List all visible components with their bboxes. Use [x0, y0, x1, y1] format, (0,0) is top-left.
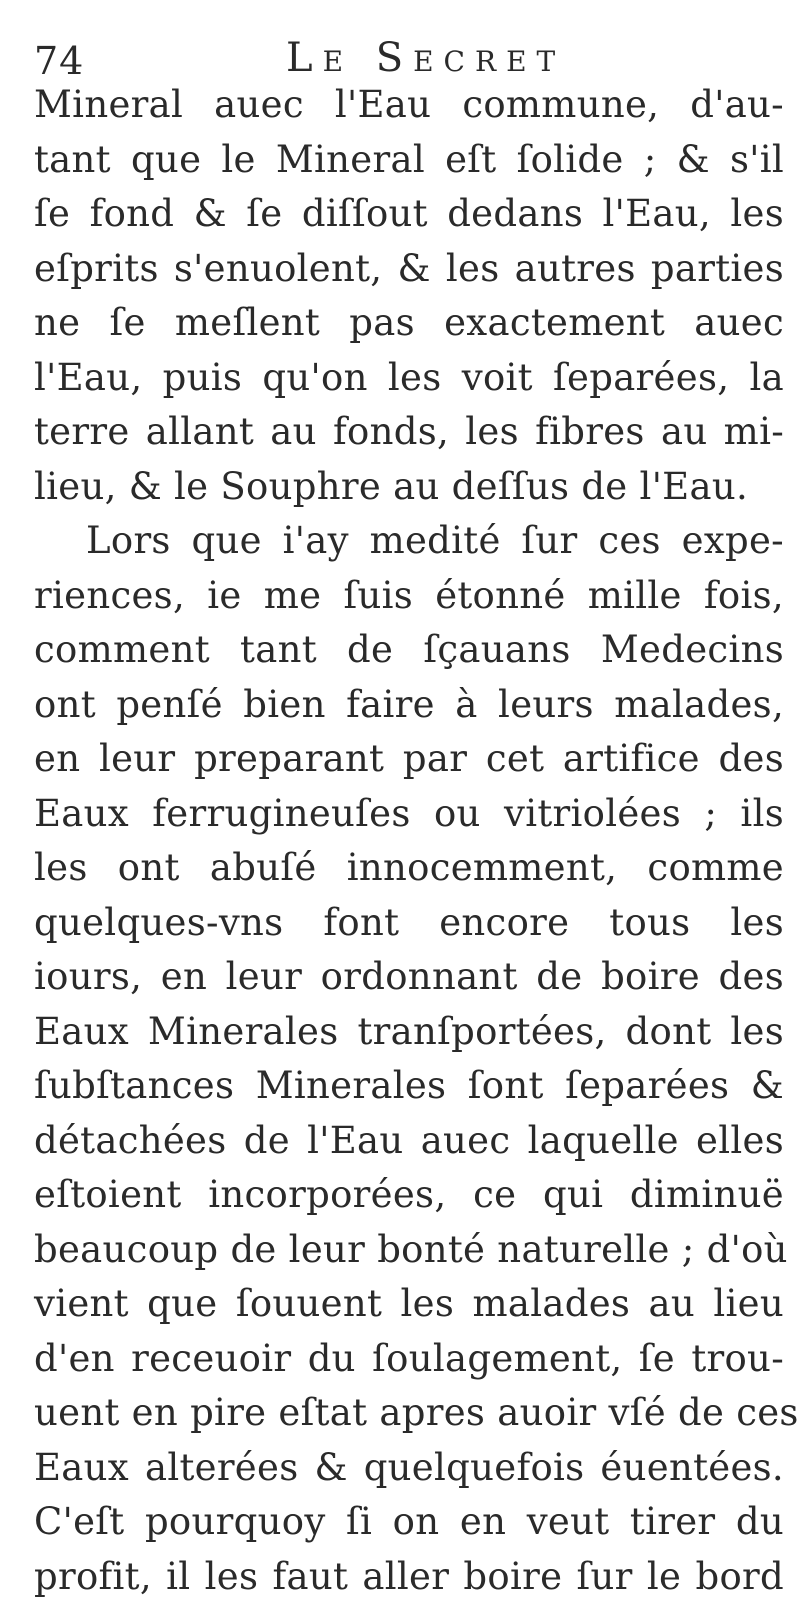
text-line: détachées de l'Eau auec laquelle elles	[34, 1114, 784, 1169]
text-line: quelques-vns font encore tous les	[34, 896, 784, 951]
text-line: Mineral auec l'Eau commune, d'au-	[34, 78, 784, 133]
running-title: Le Secret	[286, 38, 565, 78]
text-line: comment tant de ſçauans Medecins	[34, 623, 784, 678]
text-line: eſtoient incorporées, ce qui diminuë	[34, 1168, 784, 1223]
text-line: en leur preparant par cet artifice des	[34, 732, 784, 787]
text-line: l'Eau, puis qu'on les voit ſeparées, la	[34, 351, 784, 406]
text-line: ſe fond & ſe diſſout dedans l'Eau, les	[34, 187, 784, 242]
text-line: profit, il les faut aller boire ſur le bord	[34, 1550, 784, 1604]
paragraph-start-line: Lors que i'ay medité ſur ces expe-	[34, 514, 784, 569]
text-line: Eaux alterées & quelquefois éuentées.	[34, 1441, 784, 1496]
text-line: Eaux Minerales tranſportées, dont les	[34, 1005, 784, 1060]
text-line: uent en pire eſtat apres auoir vſé de ces	[34, 1386, 784, 1441]
text-line: iours, en leur ordonnant de boire des	[34, 950, 784, 1005]
text-line: les ont abuſé innocemment, comme	[34, 841, 784, 896]
text-line: ne ſe meſlent pas exactement auec	[34, 296, 784, 351]
text-line: d'en receuoir du ſoulagement, ſe trou-	[34, 1332, 784, 1387]
body-text	[34, 78, 784, 1604]
text-line: C'eſt pourquoy ſi on en veut tirer du	[34, 1495, 784, 1550]
text-line: terre allant au fonds, les fibres au mi-	[34, 405, 784, 460]
text-line: vient que ſouuent les malades au lieu	[34, 1277, 784, 1332]
text-line: Eaux ferrugineuſes ou vitriolées ; ils	[34, 787, 784, 842]
text-line: beaucoup de leur bonté naturelle ; d'où	[34, 1223, 784, 1278]
text-line: ont penſé bien faire à leurs malades,	[34, 678, 784, 733]
text-line: tant que le Mineral eſt ſolide ; & s'il	[34, 133, 784, 188]
text-line: ſubſtances Minerales ſont ſeparées &	[34, 1059, 784, 1114]
page-number: 74	[34, 42, 84, 80]
text-line: lieu, & le Souphre au deſſus de l'Eau.	[34, 460, 784, 515]
text-line: riences, ie me ſuis étonné mille fois,	[34, 569, 784, 624]
text-line: eſprits s'enuolent, & les autres parties	[34, 242, 784, 297]
